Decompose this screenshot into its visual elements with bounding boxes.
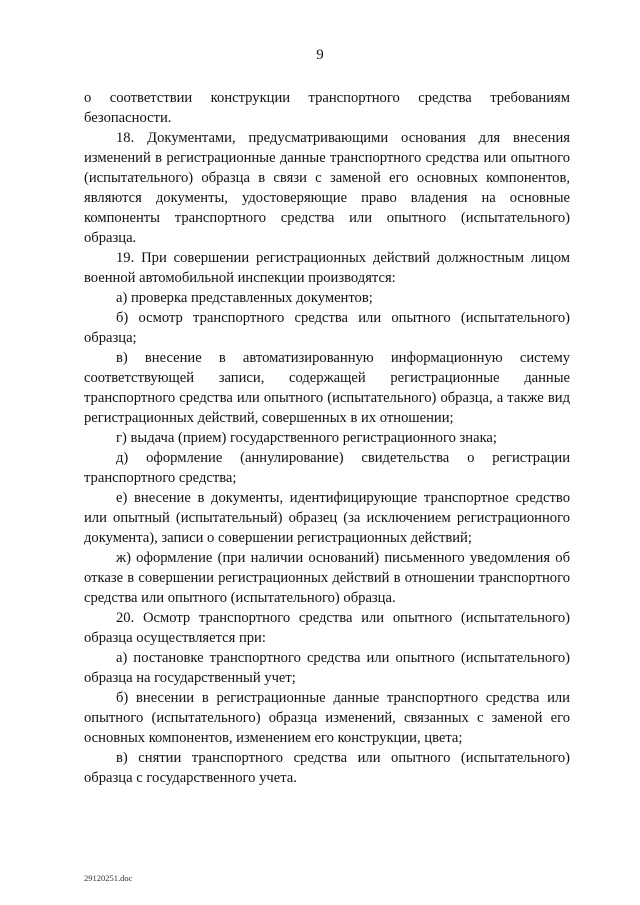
paragraph-continuation: о соответствии конструкции транспортного средства требованиям безопасности. — [84, 90, 570, 126]
list-item-19g: г) выдача (прием) государственного регистрационного знака; — [116, 430, 497, 446]
page-number: 9 — [316, 47, 324, 63]
list-item-20a: а) постановке транспортного средства или опытного (испытательного) образца на государственный учет; — [84, 650, 570, 686]
list-item-19d: д) оформление (аннулирование) свидетельства о регистрации транспортного средства; — [84, 450, 570, 486]
list-item-19v: в) внесение в автоматизированную информационную систему соответствующей записи, содержащей регистрационные данные транспортного средства или опытного (испытательного) образца, а также вид регистрационных действий, совершенных в их отношении; — [84, 350, 570, 426]
paragraph-20: 20. Осмотр транспортного средства или опытного (испытательного) образца осуществляется при: — [84, 610, 570, 646]
paragraph-18: 18. Документами, предусматривающими основания для внесения изменений в регистрационные данные транспортного средства или опытного (испытательного) образца в связи с заменой его основных компонентов, являются документы, удостоверяющие право владения на основные компоненты транспортного средства или опытного (испытательного) образца. — [84, 130, 570, 246]
list-item-19zh: ж) оформление (при наличии оснований) письменного уведомления об отказе в совершении регистрационных действий в отношении транспортного средства или опытного (испытательного) образца. — [84, 550, 570, 606]
list-item-20b: б) внесении в регистрационные данные транспортного средства или опытного (испытательного) образца изменений, связанных с заменой его основных компонентов, изменением его конструкции, цвета; — [84, 690, 570, 746]
list-item-19a: а) проверка представленных документов; — [116, 290, 373, 306]
list-item-19b: б) осмотр транспортного средства или опытного (испытательного) образца; — [84, 310, 570, 346]
document-body — [84, 88, 570, 788]
list-item-19e: е) внесение в документы, идентифицирующие транспортное средство или опытный (испытательный) образец (за исключением регистрационного документа), записи о совершении регистрационных действий; — [84, 490, 570, 546]
list-item-20v: в) снятии транспортного средства или опытного (испытательного) образца с государственного учета. — [84, 750, 570, 786]
footer-filename: 29120251.doc — [84, 873, 133, 883]
paragraph-19: 19. При совершении регистрационных действий должностным лицом военной автомобильной инспекции производятся: — [84, 250, 570, 286]
